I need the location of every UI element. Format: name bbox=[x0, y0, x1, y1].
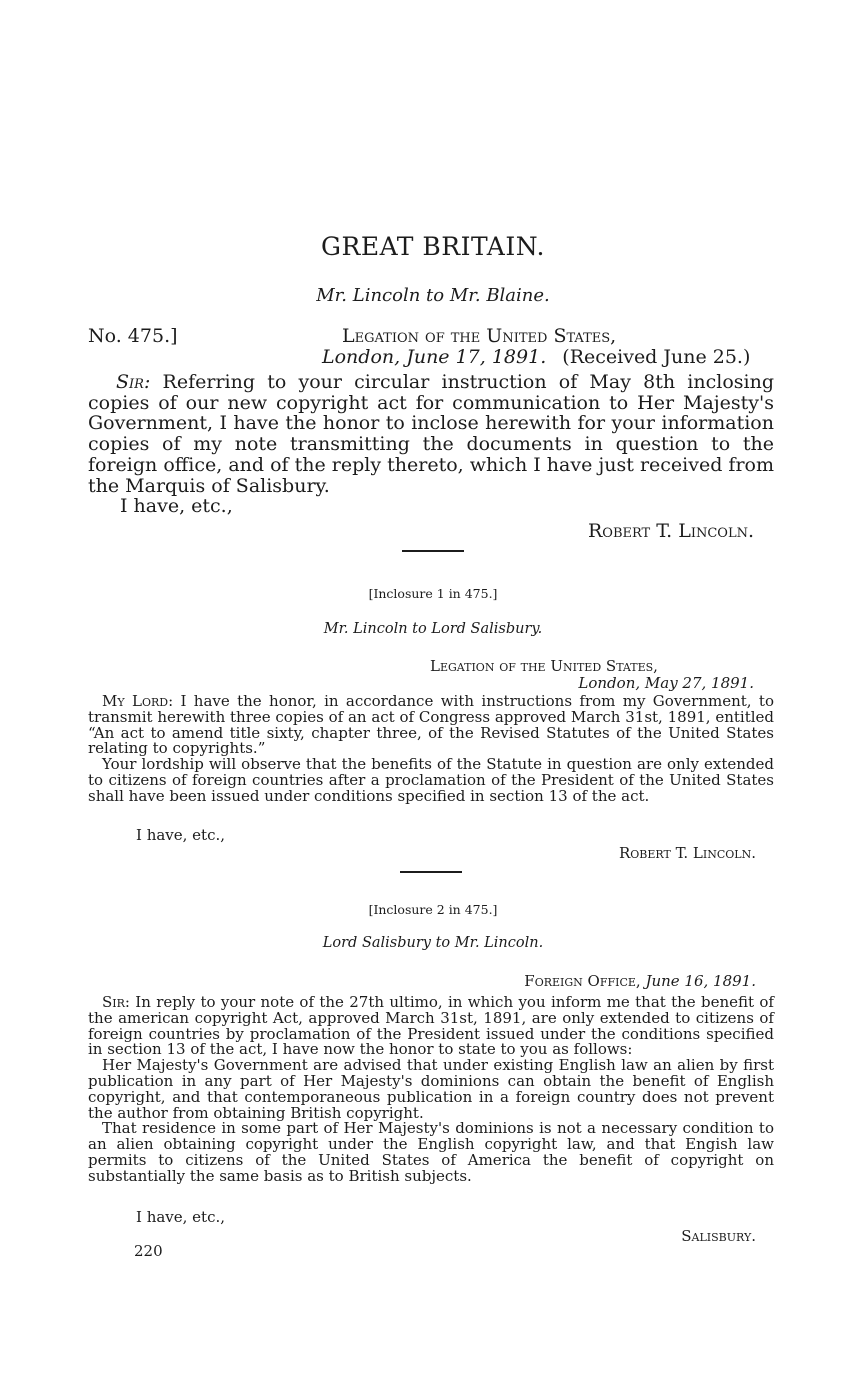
letter1-salutation: Sir: bbox=[116, 371, 151, 393]
inclosure1-date: London, May 27, 1891. bbox=[578, 674, 754, 692]
inclosure2-dateline bbox=[524, 974, 756, 990]
inclosure1-signature: Robert T. Lincoln. bbox=[618, 844, 756, 862]
inclosure1-salutation: My Lord: bbox=[102, 692, 174, 710]
section-heading: GREAT BRITAIN. bbox=[321, 232, 545, 261]
inclosure1-label: [Inclosure 1 in 475.] bbox=[368, 586, 498, 601]
inclosure2-salutation: Sir: bbox=[102, 993, 130, 1011]
inclosure1-place: Legation of the United States, bbox=[430, 657, 658, 675]
page-number: 220 bbox=[134, 1242, 163, 1260]
inclosure1-closing: I have, etc., bbox=[136, 826, 226, 844]
inclosure2-title: Lord Salisbury to Mr. Lincoln. bbox=[322, 935, 544, 951]
divider-2 bbox=[400, 871, 462, 873]
inclosure1-title: Mr. Lincoln to Lord Salisbury. bbox=[323, 621, 543, 637]
inclosure2-para2: Her Majesty's Government are advised that under existing English law an alien by first publication in any part of Her Majesty's dominions can obtain the benefit of English copyright, and that contemporaneous publication in a foreign country does not prevent the author from obtaining British copyright. bbox=[88, 1056, 774, 1122]
letter1-closing: I have, etc., bbox=[120, 495, 233, 517]
inclosure2-para1: In reply to your note of the 27th ultimo, in which you inform me that the benefit of the american copyright Act, approved March 31st, 1891, are only extended to citizens of foreign countries by proclamation of the President issued under the conditions specified in section 13 of the act, I have now the honor to state to you as follows: bbox=[88, 993, 774, 1059]
letter1-number: No. 475.] bbox=[88, 325, 178, 347]
letter1-dateline bbox=[322, 347, 750, 368]
inclosure1-para2: Your lordship will observe that the benefits of the Statute in question are only extended to citizens of foreign countries after a proclamation of the President of the United States shall have been issued under conditions specified in section 13 of the act. bbox=[88, 755, 774, 805]
inclosure2-closing: I have, etc., bbox=[136, 1208, 226, 1226]
inclosure1-para1: I have the honor, in accordance with instructions from my Government, to transmit herewith three copies of an act of Congress approved March 31st, 1891, entitled “An act to amend title sixty, chapter three, of the Revised Statutes of the United States relating to copyrights.” bbox=[88, 692, 774, 758]
letter1-body-text: Referring to your circular instruction of May 8th inclosing copies of our new copyright act for communication to Her Majesty's Government, I have the honor to inclose herewith for your information copies of my note transmitting the documents in question to the foreign office, and of the reply thereto, which I have just received from the Marquis of Salisbury. bbox=[88, 371, 774, 497]
letter1-body bbox=[88, 372, 774, 496]
inclosure2-signature: Salisbury. bbox=[681, 1227, 756, 1245]
letter1-place: Legation of the United States, bbox=[342, 325, 617, 347]
letter1-title: Mr. Lincoln to Mr. Blaine. bbox=[316, 285, 550, 306]
inclosure1-body bbox=[88, 694, 774, 805]
inclosure2-para3: That residence in some part of Her Majesty's dominions is not a necessary condition to an alien obtaining copyright under the English copyright law, and that Engish law permits to citizens of the United States of America the benefit of copyright on substantially the same basis as to British subjects. bbox=[88, 1119, 774, 1185]
letter1-received: (Received June 25.) bbox=[562, 346, 751, 368]
divider-1 bbox=[402, 550, 464, 552]
inclosure2-body bbox=[88, 995, 774, 1185]
letter1-signature: Robert T. Lincoln. bbox=[587, 520, 754, 542]
inclosure2-date: June 16, 1891. bbox=[645, 972, 756, 990]
inclosure2-label: [Inclosure 2 in 475.] bbox=[368, 902, 498, 917]
letter1-date: London, June 17, 1891. bbox=[322, 346, 547, 368]
inclosure2-place: Foreign Office, bbox=[524, 972, 641, 990]
